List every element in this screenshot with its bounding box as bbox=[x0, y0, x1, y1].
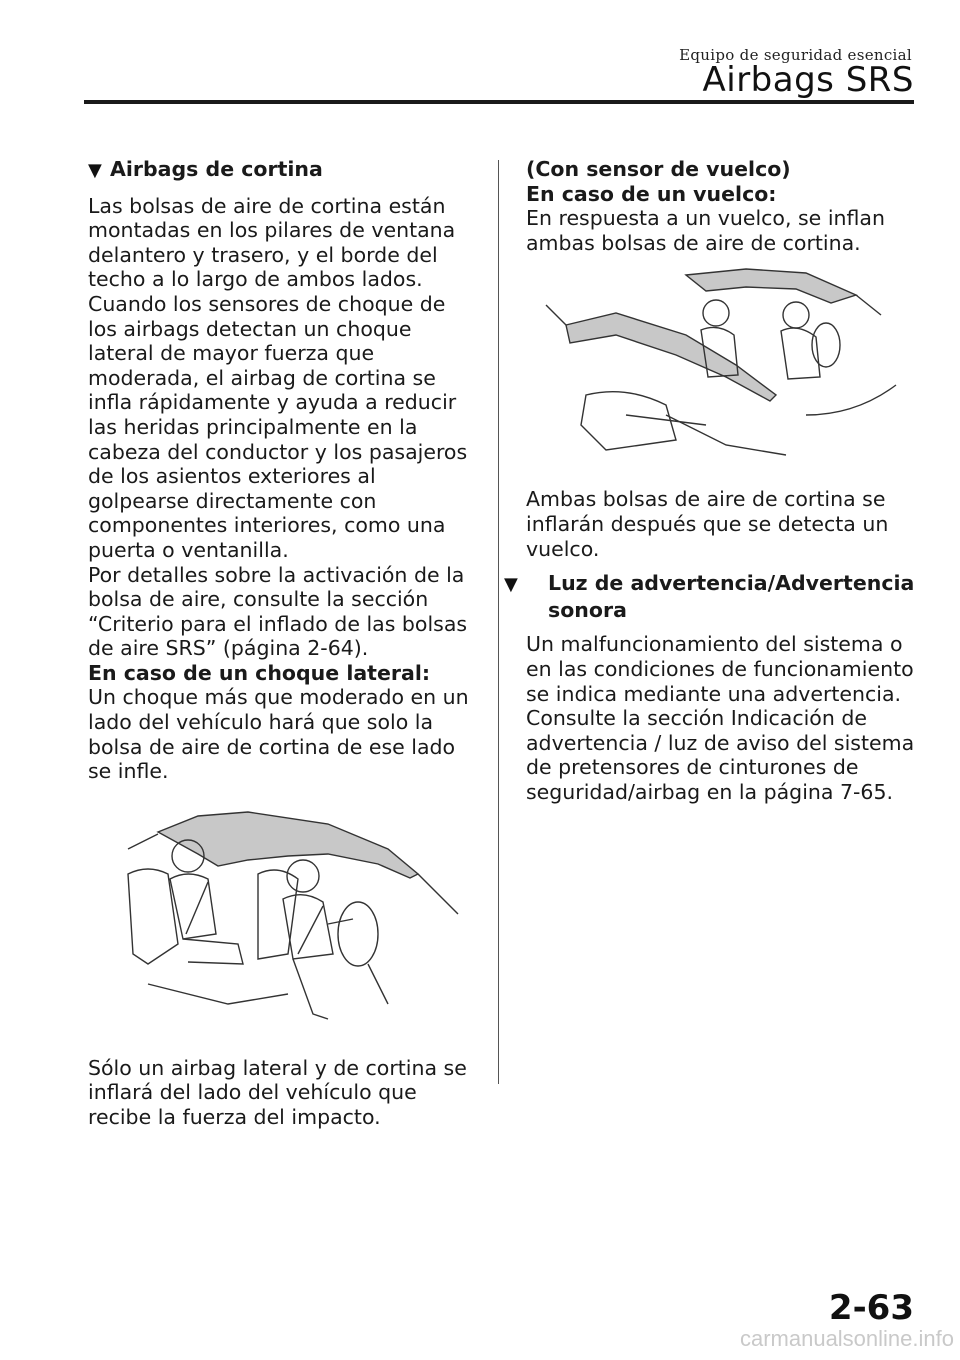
paragraph-side-collision: Un choque más que moderado en un lado del vehículo hará que solo la bolsa de aire de cortina de ese lado se infle. bbox=[88, 685, 469, 784]
triangle-down-icon: ▼ bbox=[504, 574, 518, 596]
right-column bbox=[504, 157, 918, 805]
page-title: Airbags SRS bbox=[702, 60, 914, 100]
left-column bbox=[88, 157, 480, 1130]
paragraph-description: Las bolsas de aire de cortina están montadas en los pilares de ventana delantero y trasero, y el borde del techo a lo largo de ambos lados. Cuando los sensores de choque de los airbags detectan un choque lateral de mayor fuerza que moderada, el airbag de cortina se infla rápidamente y ayuda a reducir las heridas principalmente en la cabeza del conductor y los pasajeros de los asientos exteriores al golpearse directamente con componentes interiores, como una puerta o ventanilla. bbox=[88, 193, 468, 562]
figure-rollover bbox=[526, 265, 918, 475]
heading-text: Airbags de cortina bbox=[110, 157, 323, 181]
section-heading-curtain-airbags bbox=[88, 157, 480, 184]
page-number: 2-63 bbox=[828, 1288, 914, 1328]
paragraph-reference: Por detalles sobre la activación de la bolsa de aire, consulte la sección “Criterio para el inflado de las bolsas de aire SRS” (página 2-64). bbox=[88, 562, 468, 661]
column-divider bbox=[498, 160, 499, 1084]
section-heading-warning bbox=[504, 571, 918, 622]
header-section: Equipo de seguridad esencial bbox=[679, 46, 912, 64]
caption-side-collision: Sólo un airbag lateral y de cortina se inflará del lado del vehículo que recibe la fuerza del impacto. bbox=[88, 1055, 467, 1130]
caption-rollover: Ambas bolsas de aire de cortina se inflarán después que se detecta un vuelco. bbox=[526, 487, 889, 561]
paragraph-rollover: En respuesta a un vuelco, se inflan ambas bolsas de aire de cortina. bbox=[526, 206, 885, 255]
subheading-side-collision: En caso de un choque lateral: bbox=[88, 660, 431, 685]
triangle-down-icon: ▼ bbox=[88, 160, 102, 181]
side-airbag-illustration bbox=[88, 794, 480, 1044]
watermark: carmanualsonline.info bbox=[739, 1326, 954, 1351]
sensor-note: (Con sensor de vuelco) bbox=[526, 157, 791, 181]
header-rule bbox=[84, 100, 914, 104]
figure-side-collision bbox=[88, 794, 480, 1044]
paragraph-warning: Un malfuncionamiento del sistema o en las condiciones de funcionamiento se indica mediante una advertencia. Consulte la sección Indicación de advertencia / luz de aviso del sistema de pretensores de cinturones de seguridad/airbag en la página 7-65. bbox=[526, 632, 915, 804]
rollover-airbag-illustration bbox=[526, 265, 918, 475]
subheading-rollover: En caso de un vuelco: bbox=[526, 181, 777, 206]
heading-text: Luz de advertencia/Advertencia sonora bbox=[548, 571, 915, 622]
